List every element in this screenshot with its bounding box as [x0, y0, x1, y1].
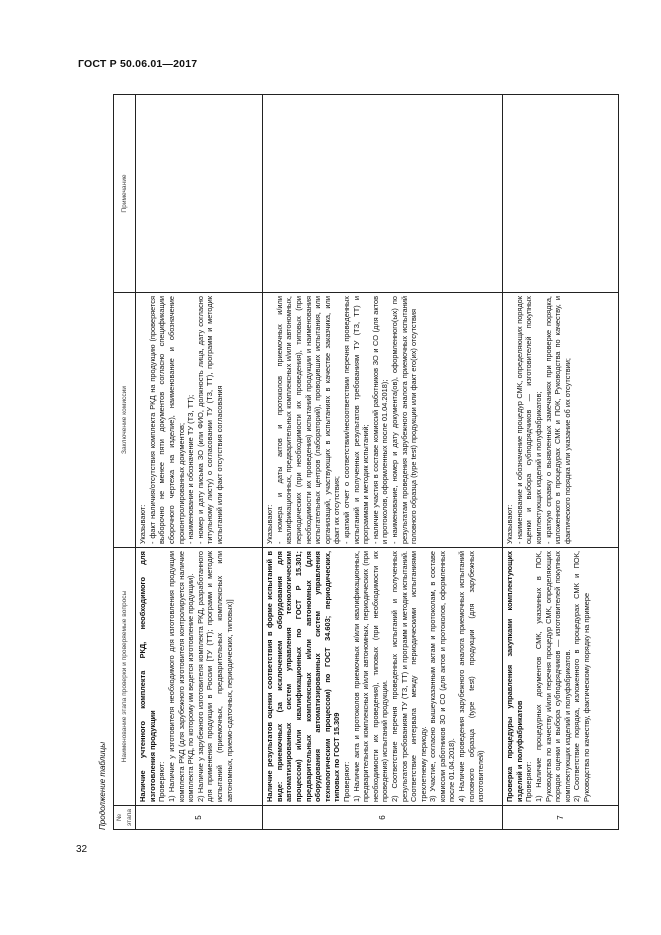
stage-cell — [136, 548, 263, 806]
stage-body: Проверяют: 1) Наличие акта и протоколов приемочных и/или квалификационных, предварительных комплексных и/или автономных, периодических (при необходимости их проведения), типовых (при необходимости их проведения) испытаний продукции. 2) Соответствие перечня проведенных испытаний и полученных результатов требованиям ТУ (ТЗ, ТТ) и программ и методик испытаний. Соответствие интервала между периодическими испытаниями трехлетнему периоду. 3) Участие, согласно вышеуказанным актам и протоколам, в составе комиссии работников ЗО и СО (для актов и протоколов, оформленных после 01.04.2018). 4) Наличие проведения зарубежного аналога приемочных испытаний головного образца (type test) продукции (для зарубежных изготовителей) — [341, 551, 486, 802]
note-cell — [503, 95, 619, 293]
table-header-row — [114, 95, 136, 830]
column-header-stage-number: № этапа — [114, 806, 136, 830]
table-row — [503, 95, 619, 830]
page-number: 32 — [76, 844, 88, 855]
stage-title: Проверка процедуры управления закупками комплектующих изделий и полуфабрикатов — [505, 551, 524, 802]
stage-body: Проверяют: 1) Наличие процедурных документов СМК, указанных в ПОК, Руководства по качеству и/или перечня процедур СМК, определяющих порядок оценки и выбора субподрядчиков — изготовителей покупных комплектующих изделий и полуфабрикатов. 2) Соответствие порядка, изложенного в процедурах СМК и ПОК, Руководства по качеству, фактическому порядку на примере — [524, 551, 591, 802]
table-continuation-caption: Продолжение таблицы — [98, 741, 107, 830]
stage-title: Наличие учтенного комплекта РКД, необходимого для изготовления продукции — [138, 551, 157, 802]
stage-cell — [503, 548, 619, 806]
table-row — [136, 95, 263, 830]
stage-number: 6 — [263, 806, 503, 830]
note-cell — [136, 95, 263, 293]
table-row — [263, 95, 503, 830]
conclusion-cell: Указывают: - номера и даты актов и протоколов приемочных и/или квалификационных, предварительных комплексных и/или автономных, периодических (при необходимости их проведения), типовых (при необходимости их проведения) испытаний продукции и наименования испытательных центров (лабораторий), проводивших испытания, или организаций, участвующих в испытаниях в качестве заказчика, или факт их отсутствия; - краткий отчет о соответствии/несоответствии перечня проведенных испытаний и полученных результатов требованиям ТУ (ТЗ, ТТ) и программам и методик испытаний; - наличие участия в составе комиссий работников ЗО и СО (для актов и протоколов, оформленных после 01.04.2018); - наименование, номер и дату документа(ов), оформленного(ых) по результатам проведения зарубежного аналога приемочных испытаний головного образца (type test) продукции или факт его(их) отсутствия — [263, 293, 503, 548]
stage-number: 5 — [136, 806, 263, 830]
stage-number: 7 — [503, 806, 619, 830]
stage-title: Наличие результатов оценки соответствия в форме испытаний в виде: приемочных (за исключением оборудования для автоматизированных систем управления технологическим процессом) и/или квалификационных по ГОСТ Р 15.301; предварительных комплексных и/или автономных (для оборудования автоматизированных систем управления технологическим процессом) по ГОСТ 34.603; периодических, типовых по ГОСТ 15.309 — [265, 551, 342, 802]
inspection-table — [113, 94, 619, 830]
rotated-table-area — [96, 95, 618, 830]
conclusion-cell: Указывают: - наименование и обозначение процедур СМК, определяющих порядок оценки и выбора субподрядчиков — изготовителей покупных комплектующих изделий и полуфабрикатов; - краткую справку о выявленных замечаниях при проверке порядка, изложенного в процедурах СМК и ПОК, Руководства по качеству, и фактического порядка или указание об их отсутствии; — [503, 293, 619, 548]
column-header-conclusion: Заключение комиссии — [114, 293, 136, 548]
note-cell — [263, 95, 503, 293]
column-header-note: Примечание — [114, 95, 136, 293]
stage-body: Проверяют: 1) Наличие у изготовителя необходимого для изготовления продукции комплекта РКД (для зарубежного изготовителя контролируется наличие комплекта РКД, по которому им ведется изготовление продукции). 2) Наличие у зарубежного изготовителя комплекта РКД, разработанного для применения продукции в России [ТУ (ТТ); программ и методик испытаний (приемочных, предварительных комплексных или автономных, приемо-сдаточных, периодических, типовых)] — [157, 551, 234, 802]
stage-cell — [263, 548, 503, 806]
document-code: ГОСТ Р 50.06.01—2017 — [78, 58, 198, 70]
column-header-stage-name: Наименование этапа проверки и проверяемые вопросы — [114, 548, 136, 806]
conclusion-cell: Указывают: - факт наличия/отсутствия комплекта РКД на продукцию (проверяется выборочно не менее пяти документов согласно спецификации сборочного чертежа на изделие), наименование и обозначение проконтролированных документов; - наименование и обозначение ТУ (ТЗ, ТТ); - номер и дату письма ЗО (или ФИО, должность лица, дату согласно титульному листу) о согласовании ТУ (ТЗ, ТТ), программ и методик испытаний или факт отсутствия согласования — [136, 293, 263, 548]
